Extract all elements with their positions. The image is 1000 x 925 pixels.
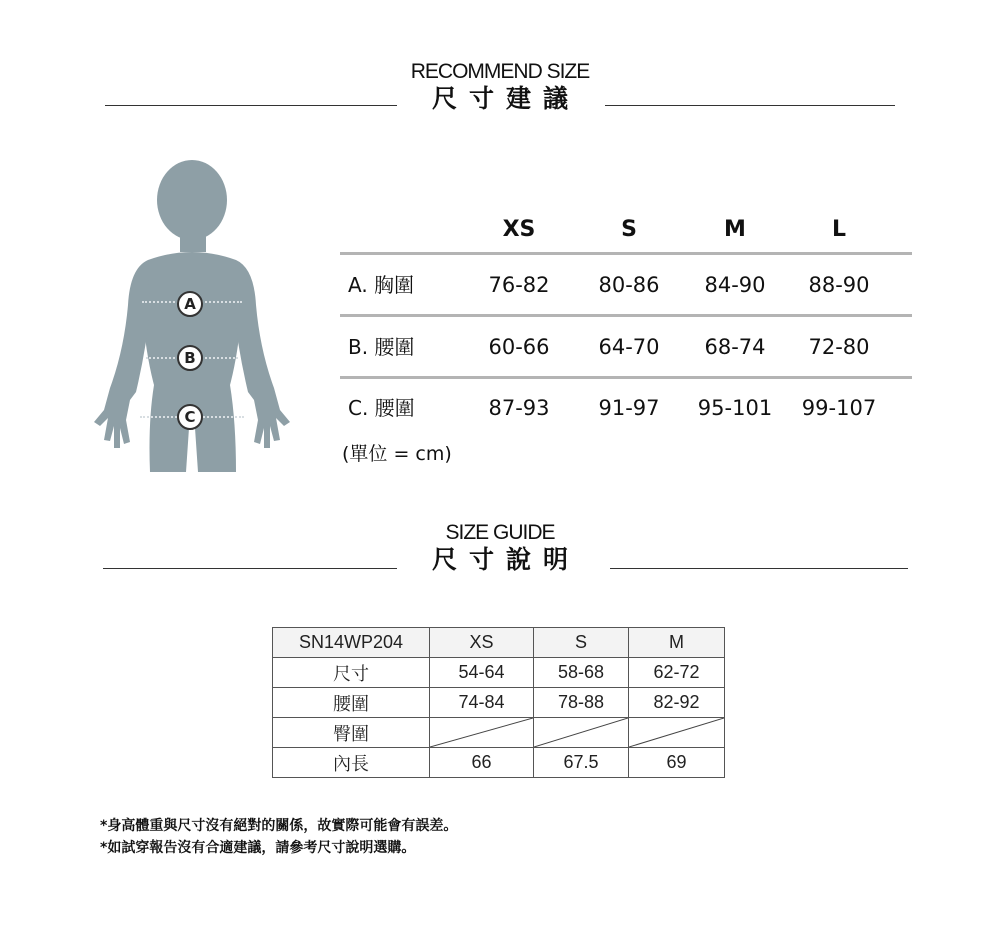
guide-heading [0, 521, 1000, 575]
table-cell: 99-107 [801, 396, 877, 420]
empty-cell-slash [534, 718, 629, 748]
row-label-chest: A. 胸圍 [348, 273, 415, 297]
table-cell: 95-101 [697, 396, 773, 420]
marker-c: C [177, 404, 203, 430]
table-cell: 76-82 [488, 273, 550, 297]
table-cell: 62-72 [629, 658, 725, 688]
row-label: 尺寸 [273, 658, 430, 688]
guide-title-en: SIZE GUIDE [445, 521, 555, 544]
table-row [273, 658, 725, 688]
table-cell: 87-93 [488, 396, 550, 420]
marker-b: B [177, 345, 203, 371]
body-figure [80, 160, 300, 472]
table-row [273, 688, 725, 718]
note-line: *如試穿報告沒有合適建議，請參考尺寸說明選購。 [100, 840, 416, 856]
table-row [273, 718, 725, 748]
table-cell: 66 [430, 748, 534, 778]
table-cell: 91-97 [598, 396, 660, 420]
recommend-rule-right [605, 105, 895, 106]
size-header-s: S [621, 217, 637, 242]
recommend-rule-left [105, 105, 397, 106]
recommend-title-en: RECOMMEND SIZE [410, 60, 590, 83]
unit-note: (單位 = cm) [342, 443, 452, 465]
table-cell: 88-90 [808, 273, 870, 297]
row-label-waist: B. 腰圍 [348, 335, 415, 359]
table-rule [340, 376, 912, 379]
size-header-m: M [724, 217, 746, 242]
table-cell: 69 [629, 748, 725, 778]
recommend-title-zh: 尺寸建議 [431, 84, 580, 113]
table-cell: 72-80 [808, 335, 870, 359]
notes [100, 815, 457, 859]
row-label: 腰圍 [273, 688, 430, 718]
table-cell: 67.5 [534, 748, 629, 778]
guide-header-s: S [534, 628, 629, 658]
guide-header-xs: XS [430, 628, 534, 658]
note-line: *身高體重與尺寸沒有絕對的關係，故實際可能會有誤差。 [100, 818, 458, 834]
table-cell: 60-66 [488, 335, 550, 359]
table-cell: 84-90 [704, 273, 766, 297]
table-cell: 54-64 [430, 658, 534, 688]
guide-title-zh: 尺寸說明 [431, 545, 580, 574]
table-cell: 64-70 [598, 335, 660, 359]
guide-rule-right [610, 568, 908, 569]
empty-cell-slash [430, 718, 534, 748]
table-cell: 82-92 [629, 688, 725, 718]
table-row [273, 628, 725, 658]
table-cell: 74-84 [430, 688, 534, 718]
table-rule [340, 252, 912, 255]
guide-rule-left [103, 568, 397, 569]
table-rule [340, 314, 912, 317]
empty-cell-slash [629, 718, 725, 748]
table-row [273, 748, 725, 778]
table-cell: 80-86 [598, 273, 660, 297]
size-header-l: L [831, 217, 847, 242]
row-label-hip: C. 腰圍 [348, 396, 415, 420]
table-cell: 78-88 [534, 688, 629, 718]
size-header-xs: XS [502, 217, 536, 242]
marker-a: A [177, 291, 203, 317]
model-code: SN14WP204 [273, 628, 430, 658]
table-cell: 68-74 [704, 335, 766, 359]
row-label: 臀圍 [273, 718, 430, 748]
table-cell: 58-68 [534, 658, 629, 688]
guide-header-m: M [629, 628, 725, 658]
row-label: 內長 [273, 748, 430, 778]
size-guide-table [272, 627, 725, 778]
